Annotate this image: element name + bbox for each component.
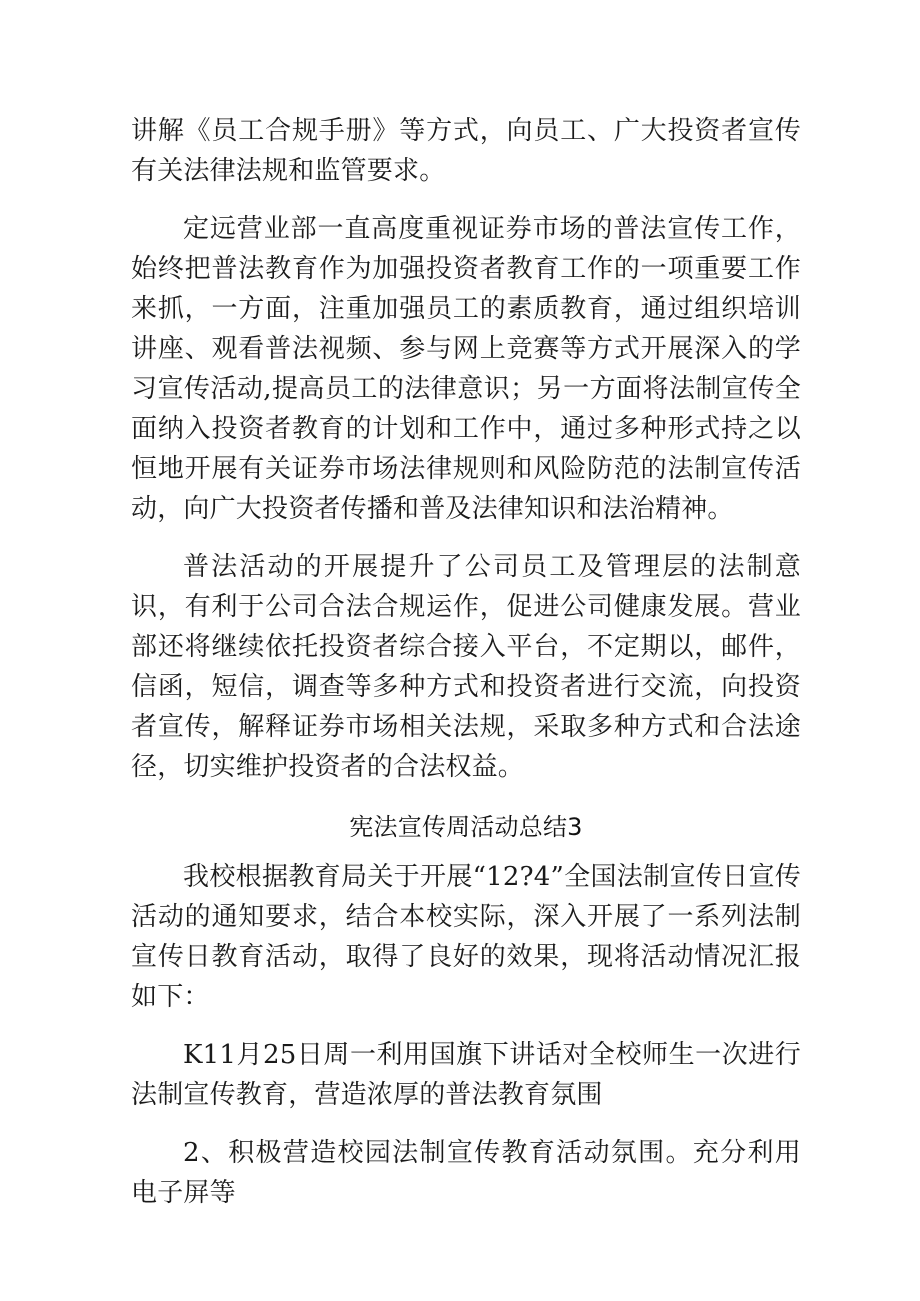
paragraph-6: 2、积极营造校园法制宣传教育活动氛围。充分利用电子屏等 [131,1138,801,1208]
paragraph-1: 讲解《员工合规手册》等方式，向员工、广大投资者宣传有关法律法规和监管要求。 [131,116,801,186]
paragraph-3: 普法活动的开展提升了公司员工及管理层的法制意识，有利于公司合法合规运作，促进公司健康发展。营业部还将继续依托投资者综合接入平台，不定期以，邮件，信函，短信，调查等多种方式和投资者进行交流，向投资者宣传，解释证券市场相关法规，采取多种方式和合法途径，切实维护投资者的合法权益。 [131,552,801,782]
paragraph-2: 定远营业部一直高度重视证券市场的普法宣传工作，始终把普法教育作为加强投资者教育工作的一项重要工作来抓，一方面，注重加强员工的素质教育，通过组织培训讲座、观看普法视频、参与网上竞赛等方式开展深入的学习宣传活动,提高员工的法律意识；另一方面将法制宣传全面纳入投资者教育的计划和工作中，通过多种形式持之以恒地开展有关证券市场法律规则和风险防范的法制宣传活动，向广大投资者传播和普及法律知识和法治精神。 [131,214,801,524]
section-heading: 宪法宣传周活动总结3 [349,813,583,841]
paragraph-4: 我校根据教育局关于开展“12?4”全国法制宣传日宣传活动的通知要求，结合本校实际，深入开展了一系列法制宣传日教育活动，取得了良好的效果，现将活动情况汇报如下： [131,862,801,1012]
paragraph-5: K11月25日周一利用国旗下讲话对全校师生一次进行法制宣传教育，营造浓厚的普法教育氛围 [131,1040,801,1110]
document-body [131,111,801,1231]
